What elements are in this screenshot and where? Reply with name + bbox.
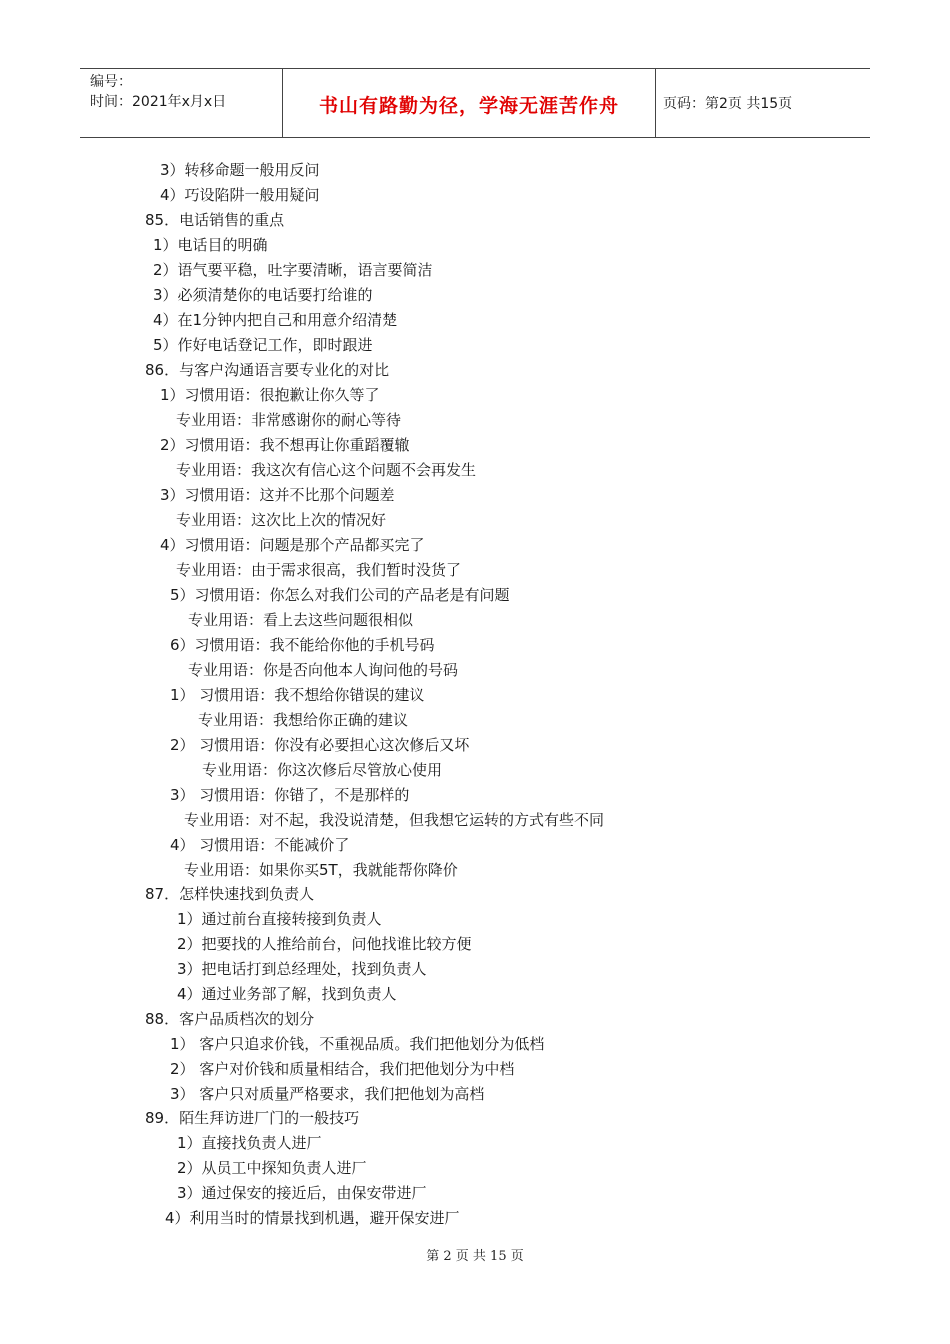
list-item: 专业用语：看上去这些问题很相似 xyxy=(188,611,414,629)
list-item: 2） 客户对价钱和质量相结合，我们把他划分为中档 xyxy=(170,1060,515,1078)
list-item: 专业用语：你是否向他本人询问他的号码 xyxy=(188,661,459,679)
list-item: 3） 客户只对质量严格要求，我们把他划为高档 xyxy=(170,1085,485,1103)
section-heading: 85．电话销售的重点 xyxy=(145,211,285,229)
list-item: 专业用语：非常感谢你的耐心等待 xyxy=(176,411,402,429)
list-item: 3） 习惯用语：你错了，不是那样的 xyxy=(170,786,410,804)
section-heading: 89．陌生拜访进厂门的一般技巧 xyxy=(145,1109,360,1127)
list-item: 5）习惯用语：你怎么对我们公司的产品老是有问题 xyxy=(170,586,510,604)
header-page-cell xyxy=(655,69,870,137)
list-item: 2）把要找的人推给前台，问他找谁比较方便 xyxy=(177,935,472,953)
list-item: 专业用语：如果你买5T，我就能帮你降价 xyxy=(184,861,458,879)
list-item: 3）转移命题一般用反问 xyxy=(160,161,320,179)
list-item: 1）通过前台直接转接到负责人 xyxy=(177,910,382,928)
list-item: 3）通过保安的接近后，由保安带进厂 xyxy=(177,1184,427,1202)
list-item: 4）在1分钟内把自己和用意介绍清楚 xyxy=(153,311,398,329)
list-item: 1） 习惯用语：我不想给你错误的建议 xyxy=(170,686,425,704)
list-item: 专业用语：由于需求很高，我们暂时没货了 xyxy=(176,561,462,579)
serial-label: 编号： xyxy=(90,74,132,90)
list-item: 专业用语：你这次修后尽管放心使用 xyxy=(202,761,443,779)
list-item: 5）作好电话登记工作，即时跟进 xyxy=(153,336,373,354)
list-item: 专业用语：我这次有信心这个问题不会再发生 xyxy=(176,461,477,479)
list-item: 1）习惯用语：很抱歉让你久等了 xyxy=(160,386,380,404)
section-heading: 87．怎样快速找到负责人 xyxy=(145,885,315,903)
list-item: 2）从员工中探知负责人进厂 xyxy=(177,1159,367,1177)
list-item: 专业用语：这次比上次的情况好 xyxy=(176,511,387,529)
list-item: 2）语气要平稳，吐字要清晰，语言要简洁 xyxy=(153,261,433,279)
motto: 书山有路勤为径，学海无涯苦作舟 xyxy=(318,95,619,117)
header-motto-cell xyxy=(282,69,656,137)
list-item: 1）电话目的明确 xyxy=(153,236,268,254)
list-item: 3）习惯用语：这并不比那个问题差 xyxy=(160,486,395,504)
page-footer: 第 2 页 共 15 页 xyxy=(426,1249,524,1264)
list-item: 专业用语：对不起，我没说清楚，但我想它运转的方式有些不同 xyxy=(184,811,605,829)
list-item: 3）把电话打到总经理处，找到负责人 xyxy=(177,960,427,978)
page-info: 页码：第2页 共15页 xyxy=(663,96,793,112)
list-item: 1）直接找负责人进厂 xyxy=(177,1134,322,1152)
header-meta-cell xyxy=(80,69,282,137)
list-item: 3）必须清楚你的电话要打给谁的 xyxy=(153,286,373,304)
time-label: 时间：2021年x月x日 xyxy=(90,94,227,110)
list-item: 2）习惯用语：我不想再让你重蹈覆辙 xyxy=(160,436,410,454)
list-item: 1） 客户只追求价钱，不重视品质。我们把他划分为低档 xyxy=(170,1035,545,1053)
list-item: 4）通过业务部了解，找到负责人 xyxy=(177,985,397,1003)
list-item: 6）习惯用语：我不能给你他的手机号码 xyxy=(170,636,435,654)
list-item: 专业用语：我想给你正确的建议 xyxy=(198,711,409,729)
list-item: 2） 习惯用语：你没有必要担心这次修后又坏 xyxy=(170,736,470,754)
list-item: 4） 习惯用语：不能减价了 xyxy=(170,836,350,854)
list-item: 4）巧设陷阱一般用疑问 xyxy=(160,186,320,204)
section-heading: 88．客户品质档次的划分 xyxy=(145,1010,315,1028)
section-heading: 86．与客户沟通语言要专业化的对比 xyxy=(145,361,390,379)
page-header xyxy=(80,68,870,138)
list-item: 4）利用当时的情景找到机遇，避开保安进厂 xyxy=(165,1209,460,1227)
list-item: 4）习惯用语：问题是那个产品都买完了 xyxy=(160,536,425,554)
